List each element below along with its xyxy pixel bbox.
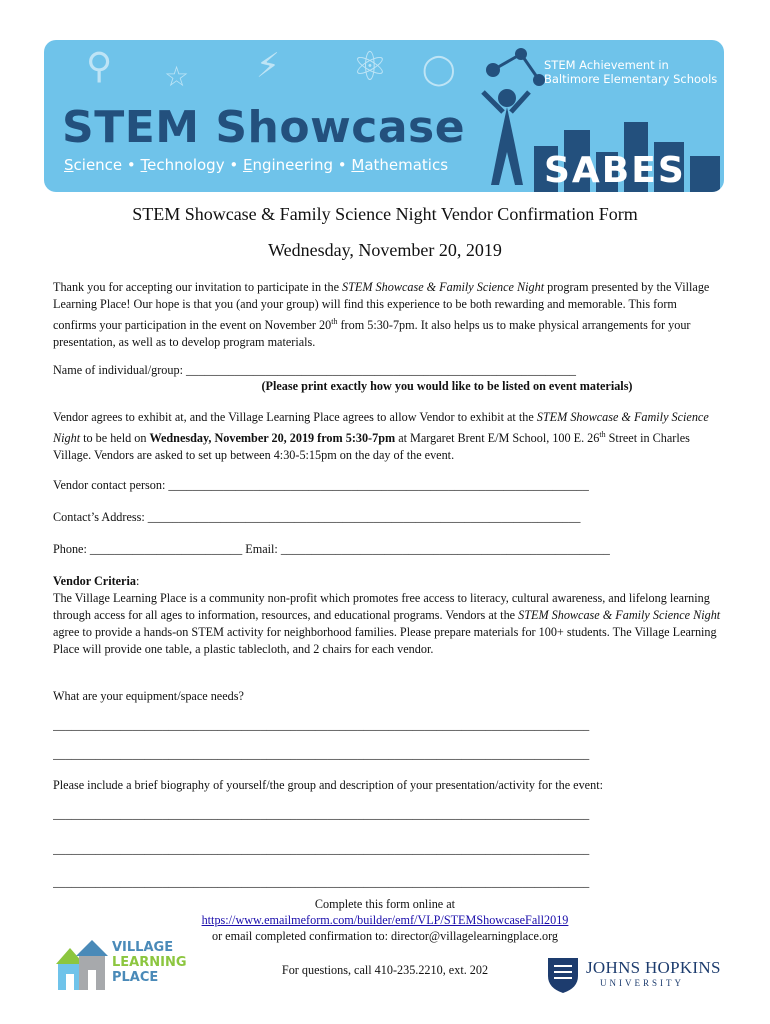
banner-title: STEM Showcase bbox=[62, 102, 466, 153]
agreement-paragraph: Vendor agrees to exhibit at, and the Village Learning Place agrees to allow Vendor to exhibit at the STEM Showcase & Family Science Night to be held on Wednesday, November 20, 2019 from 5:30-7pm at Margaret Brent E/M School, 100 E. 26th Street in Charles Village. Vendors are asked to set up between 4:30-5:15pm on the day of the event. bbox=[53, 410, 709, 463]
vendor-contact-field[interactable]: Vendor contact person: _____________________________________________________________________ bbox=[53, 478, 589, 492]
vlp-logo-word-1: VILLAGE bbox=[112, 940, 174, 955]
jhu-name: JOHNS HOPKINS bbox=[586, 958, 721, 977]
name-field[interactable]: Name of individual/group: ________________________________________________________________ bbox=[53, 363, 577, 377]
event-date: Wednesday, November 20, 2019 bbox=[268, 240, 502, 260]
questions-phone: For questions, call 410-235.2210, ext. 202 bbox=[281, 963, 489, 977]
banner-tagline: Science • Technology • Engineering • Mathematics bbox=[64, 156, 449, 174]
lightbulb-icon: ◯ bbox=[422, 52, 456, 87]
jhu-shield-icon bbox=[546, 956, 580, 994]
stem-showcase-banner bbox=[44, 40, 724, 192]
biography-answer-line-1[interactable]: ________________________________________________________________________________________ bbox=[53, 807, 590, 821]
form-url-wrap bbox=[0, 912, 770, 929]
criteria-heading: Vendor Criteria bbox=[53, 574, 136, 588]
achievement-text: STEM Achievement in Baltimore Elementary Schools bbox=[544, 58, 718, 86]
equipment-answer-line-1[interactable]: ________________________________________________________________________________________ bbox=[53, 718, 590, 732]
vlp-logo-word-2: LEARNING bbox=[112, 955, 187, 970]
form-title: STEM Showcase & Family Science Night Vendor Confirmation Form bbox=[132, 204, 638, 224]
village-learning-place-logo bbox=[52, 934, 192, 994]
magnifier-icon: ⚲ bbox=[86, 46, 113, 87]
star-icon: ☆ bbox=[164, 60, 190, 93]
name-note: (Please print exactly how you would like to be listed on event materials) bbox=[261, 379, 633, 393]
intro-paragraph: Thank you for accepting our invitation to participate in the STEM Showcase & Family Science Night program presented by the Village Learning Place! Our hope is that you (and your group) will find this experience to be both rewarding and memorable. This form confirms your participation in the event on November 20th from 5:30-7pm. It also helps us to make physical arrangements for your presentation, as well as to develop program materials. bbox=[53, 280, 710, 350]
village-houses-icon bbox=[52, 934, 110, 994]
biography-answer-line-2[interactable]: ________________________________________________________________________________________ bbox=[53, 842, 590, 856]
equipment-question: What are your equipment/space needs? bbox=[53, 689, 244, 703]
equipment-answer-line-2[interactable]: ________________________________________________________________________________________ bbox=[53, 747, 590, 761]
jhu-university: UNIVERSITY bbox=[600, 978, 684, 988]
phone-email-field[interactable]: Phone: _________________________ Email: ______________________________________________________ bbox=[53, 542, 610, 556]
contact-address-field[interactable]: Contact’s Address: _______________________________________________________________________ bbox=[53, 510, 581, 524]
atom-icon: ⚛ bbox=[352, 44, 388, 90]
form-url-link[interactable]: https://www.emailmeform.com/builder/emf/VLP/STEMShowcaseFall2019 bbox=[201, 913, 569, 927]
vendor-criteria-paragraph: Vendor Criteria: The Village Learning Place is a community non-profit which promotes free access to literacy, cultural awareness, and lifelong learning through access for all ages to information, resources, and educational programs. Vendors at the STEM Showcase & Family Science Night agree to provide a hands-on STEM activity for neighborhood families. Please prepare materials for 100+ students. The Village Learning Place will provide one table, a plastic tablecloth, and 2 chairs for each vendor. bbox=[53, 574, 721, 656]
biography-question: Please include a brief biography of yourself/the group and description of your presentation/activity for the event: bbox=[53, 778, 603, 792]
vlp-logo-word-3: PLACE bbox=[112, 970, 159, 985]
johns-hopkins-logo bbox=[546, 956, 726, 996]
lightning-icon: ⚡ bbox=[256, 46, 280, 86]
email-instructions: or email completed confirmation to: director@villagelearningplace.org bbox=[211, 929, 559, 943]
biography-answer-line-3[interactable]: ________________________________________________________________________________________ bbox=[53, 875, 590, 889]
sabes-logo: SABES bbox=[544, 150, 686, 191]
complete-online-text: Complete this form online at bbox=[314, 897, 456, 911]
